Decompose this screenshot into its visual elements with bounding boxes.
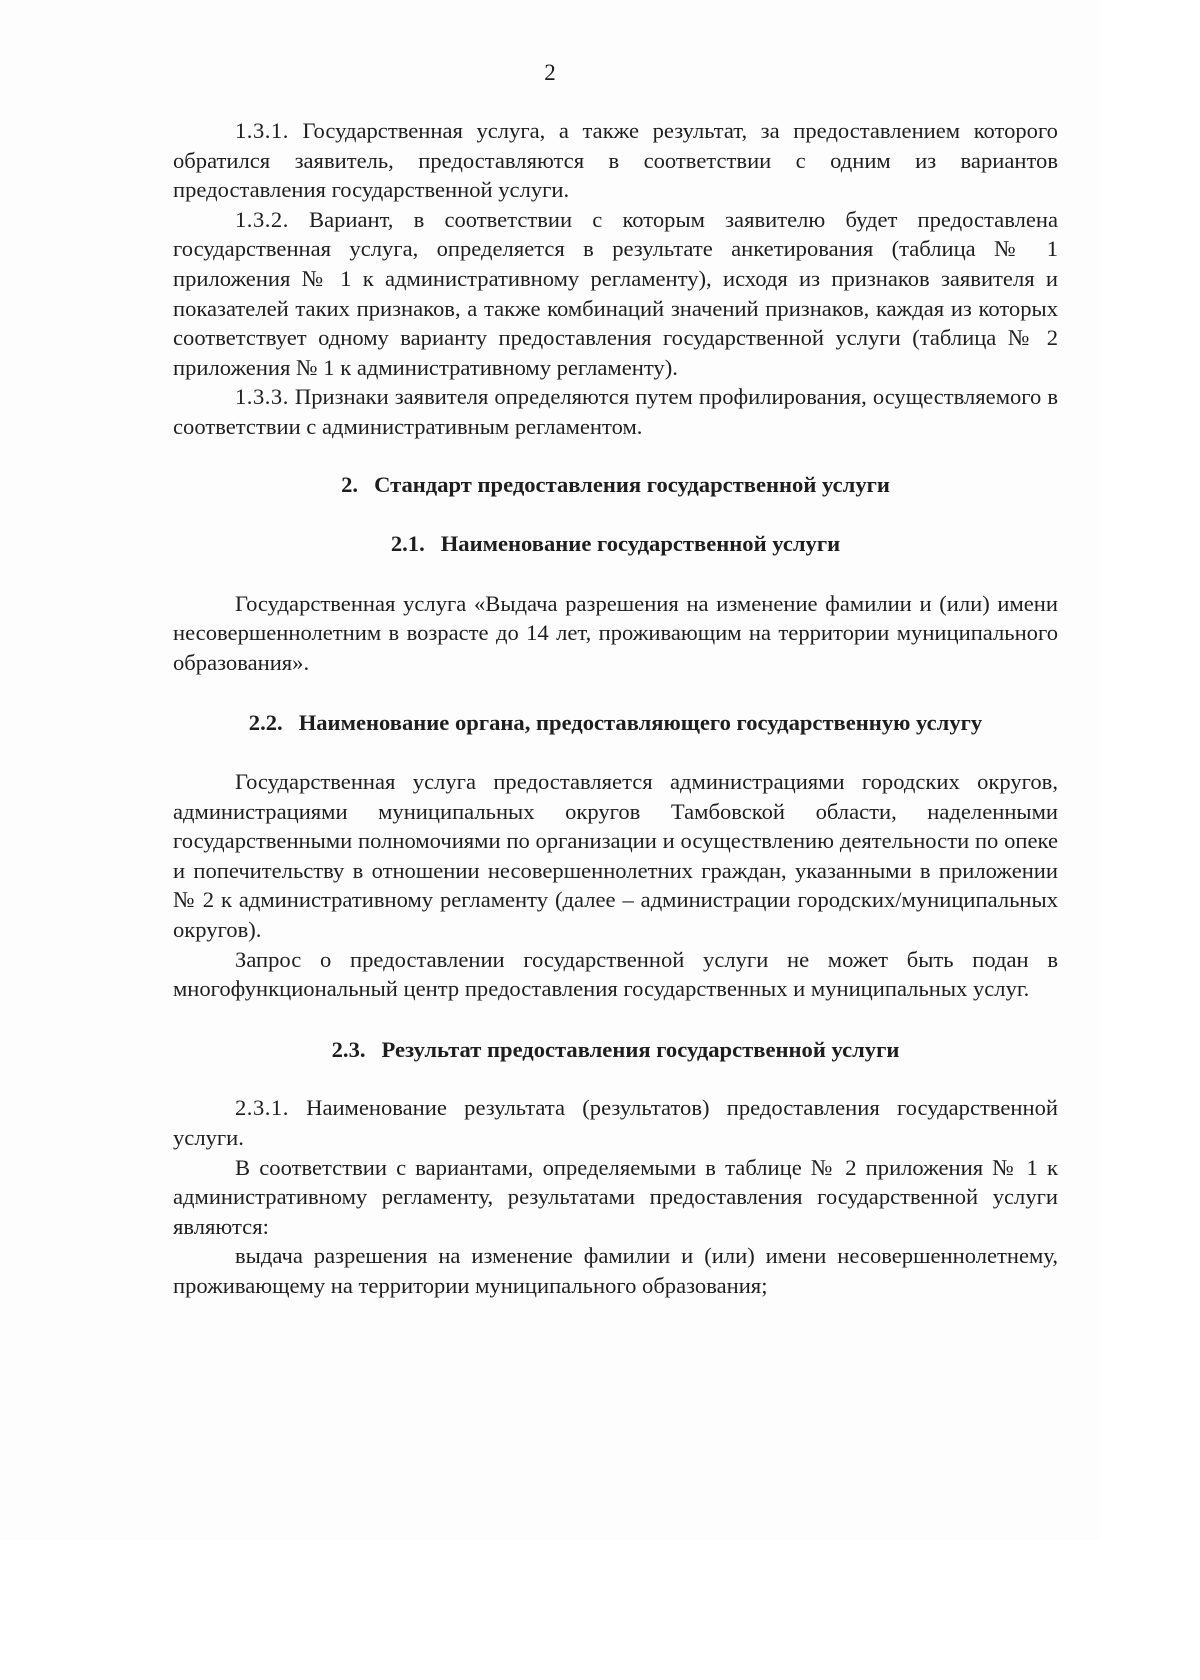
section-heading-2-2 bbox=[173, 708, 1058, 738]
clause-number: 1.3.1. bbox=[235, 118, 289, 143]
clause-number: 1.3.2. bbox=[235, 206, 289, 232]
section-title: Результат предоставления государственной услуги bbox=[381, 1036, 900, 1062]
paragraph-text: Признаки заявителя определяются путем профилирования, осуществляемого в соответствии с административным регламентом. bbox=[173, 384, 1058, 439]
paragraph-2-1: Государственная услуга «Выдача разрешения на изменение фамилии и (или) имени несовершеннолетним в возрасте до 14 лет, проживающим на территории муниципального образования». bbox=[173, 590, 1058, 675]
section-title: Стандарт предоставления государственной услуги bbox=[374, 471, 890, 497]
paragraph-1-3-1 bbox=[173, 116, 1058, 205]
paragraph-2-3-1 bbox=[173, 1093, 1058, 1152]
paragraph-2-3-result-item: выдача разрешения на изменение фамилии и (или) имени несовершеннолетнему, проживающему на территории муниципального образования; bbox=[173, 1243, 1058, 1298]
paragraph-text: Вариант, в соответствии с которым заявителю будет предоставлена государственная услуга, определяется в результате анкетирования (таблица № 1 приложения № 1 к административному регламенту), исходя из признаков заявителя и показателей таких признаков, а также комбинаций значений признаков, каждая из которых соответствует одному варианту предоставления государственной услуги (таблица № 2 приложения № 1 к административному регламенту). bbox=[173, 206, 1058, 380]
section-number: 2. bbox=[341, 471, 359, 497]
paragraph-2-2-a: Государственная услуга предоставляется администрациями городских округов, администрациями муниципальных округов Тамбовской области, наделенными государственными полномочиями по организации и осуществлению деятельности по опеке и попечительству в отношении несовершеннолетних граждан, указанными в приложении № 2 к административному регламенту (далее – администрации городских/муниципальных округов). bbox=[173, 769, 1058, 943]
page-number: 2 bbox=[544, 60, 556, 85]
section-heading-2 bbox=[173, 470, 1058, 500]
section-number: 2.3. bbox=[331, 1036, 366, 1062]
section-title: Наименование органа, предоставляющего государственную услугу bbox=[298, 709, 983, 735]
section-heading-2-1 bbox=[173, 529, 1058, 559]
paragraph-text: Наименование результата (результатов) предоставления государственной услуги. bbox=[173, 1095, 1059, 1151]
section-heading-2-3 bbox=[173, 1035, 1058, 1065]
clause-number: 1.3.3. bbox=[235, 384, 289, 410]
section-number: 2.2. bbox=[248, 709, 283, 735]
paragraph-2-2-b: Запрос о предоставлении государственной услуги не может быть подан в многофункциональный центр предоставления государственных и муниципальных услуг. bbox=[173, 946, 1058, 1002]
clause-number: 2.3.1. bbox=[235, 1095, 289, 1121]
paragraph-text: Государственная услуга, а также результат, за предоставлением которого обратился заявитель, предоставляются в соответствии с одним из вариантов предоставления государственной услуги. bbox=[173, 118, 1058, 203]
section-number: 2.1. bbox=[390, 531, 425, 557]
paragraph-2-3-results-intro: В соответствии с вариантами, определяемыми в таблице № 2 приложения № 1 к административному регламенту, результатами предоставления государственной услуги являются: bbox=[173, 1154, 1058, 1239]
paragraph-1-3-3 bbox=[173, 382, 1058, 441]
document-body bbox=[173, 116, 1058, 1301]
paragraph-1-3-2 bbox=[173, 205, 1058, 383]
section-title: Наименование государственной услуги bbox=[440, 531, 841, 557]
